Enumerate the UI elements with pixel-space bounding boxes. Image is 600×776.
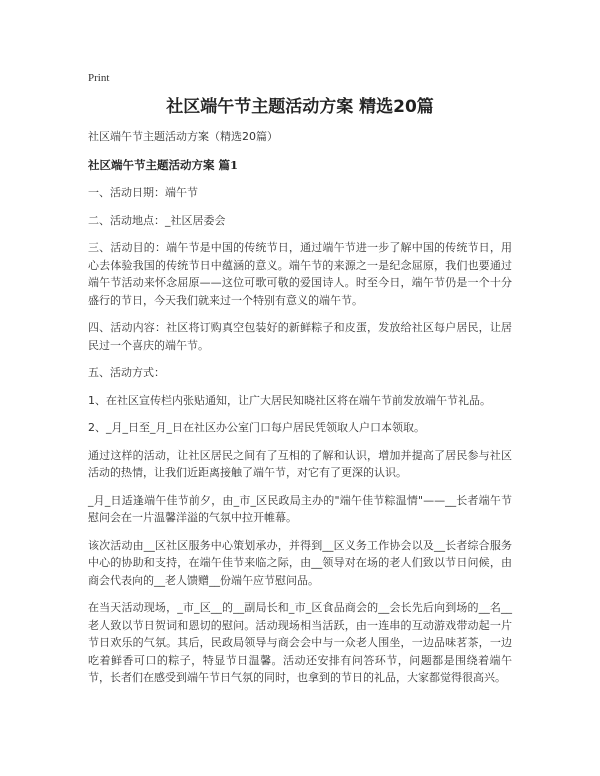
paragraph-method-2: 2、_月_日至_月_日在社区办公室门口每户居民凭领取人户口本领取。 [88, 421, 425, 434]
paragraph-location: 二、活动地点：_社区居委会 [88, 213, 226, 227]
paragraph-purpose: 三、活动目的：端午节是中国的传统节日，通过端午节进一步了解中国的传统节日，用心去体验我国的传统节日中蕴涵的意义。端午节的来源之一是纪念屈原，我们也要通过端午节活动来怀念屈原——这位可歌可敬的爱国诗人。时至今日，端午节仍是一个十分盛行的节日，今天我们就来过一个特别有意义的端午节。 [88, 241, 512, 307]
document-subtitle: 社区端午节主题活动方案（精选20篇） [88, 130, 278, 143]
print-label[interactable]: Print [88, 72, 110, 84]
page-title: 社区端午节主题活动方案 精选20篇 [166, 97, 434, 117]
paragraph-method-heading: 五、活动方式： [88, 366, 165, 379]
paragraph-content: 四、活动内容：社区将订购真空包装好的新鲜粽子和皮蛋，发放给社区每户居民，让居民过一个喜庆的端午节。 [88, 321, 512, 352]
section-heading: 社区端午节主题活动方案 篇1 [88, 158, 239, 172]
paragraph-method-1: 1、在社区宣传栏内张贴通知，让广大居民知晓社区将在端午节前发放端午节礼品。 [88, 393, 491, 407]
paragraph-organizer: 该次活动由__区社区服务中心策划承办，并得到__区义务工作协会以及__长者综合服务中心的协助和支持，在端午佳节来临之际，由__领导对在场的老人们致以节日问候，由商会代表向的__老人馈赠__份端午应节慰问品。 [88, 538, 512, 587]
paragraph-event-scene: 在当天活动现场，_市_区__的__副局长和_市_区食品商会的__会长先后向到场的__名__老人致以节日贺词和恩切的慰问。活动现场相当活跃，由一连串的互动游戏带动起一片节日欢乐的气氛。其后，民政局领导与商会会中与一众老人围坐，一边品味茗茶，一边吃着鲜香可口的粽子，特显节日温馨。活动还安排有问答环节，问题都是围绕着端午节，长者们在感受到端午节日气氛的同时，也拿到的节日的礼品，大家都觉得很高兴。 [88, 601, 512, 684]
paragraph-event-intro: _月_日适逢端午佳节前夕，由_市_区民政局主办的"端午佳节粽温情"——__长者端午节慰问会在一片温馨洋溢的气氛中拉开帷幕。 [88, 493, 512, 524]
paragraph-summary: 通过这样的活动，让社区居民之间有了互相的了解和认识，增加并提高了居民参与社区活动的热情，让我们近距离接触了端午节，对它有了更深的认识。 [88, 448, 512, 479]
paragraph-date: 一、活动日期：端午节 [88, 186, 198, 199]
